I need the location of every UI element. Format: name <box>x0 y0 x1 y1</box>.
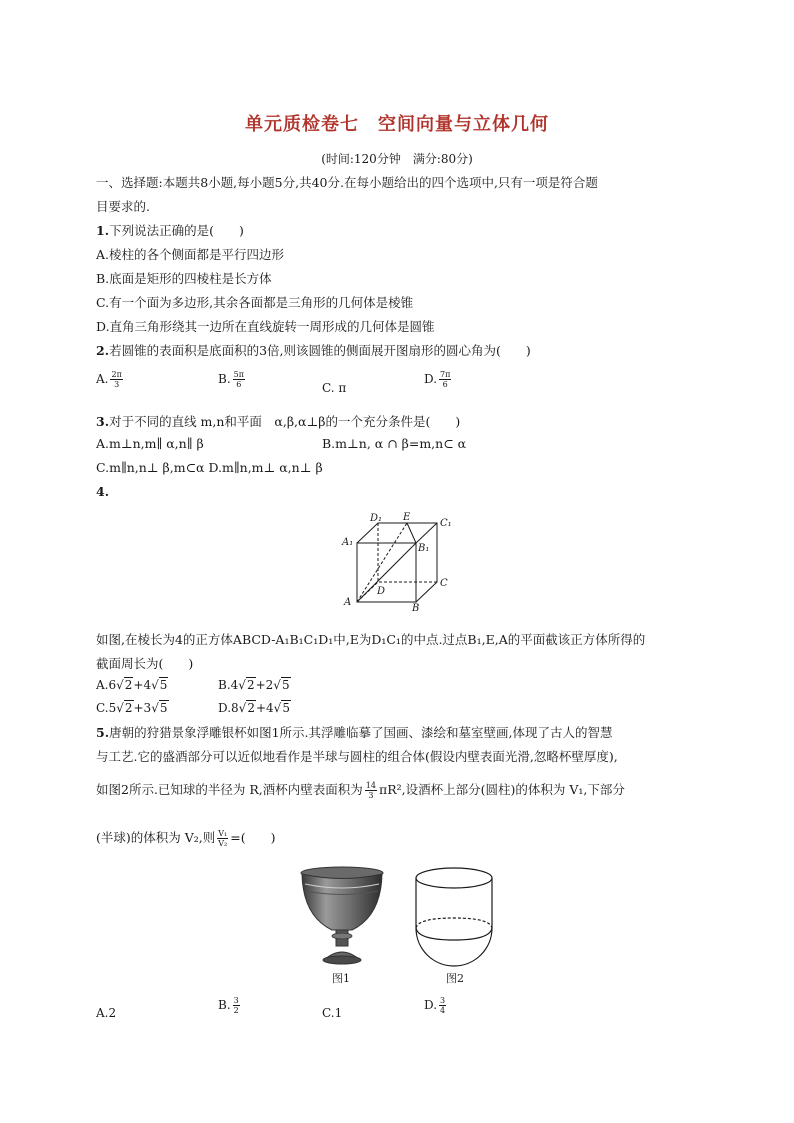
q4-option-c: C.5√2+3√5 <box>96 701 168 715</box>
fraction: $\frac{14}{3}$ <box>365 781 376 800</box>
q2-option-d: D. $\frac{7\pi}{6}$ <box>424 370 451 389</box>
question-number: 3. <box>96 414 110 429</box>
label-e: E <box>403 512 411 523</box>
q4-stem-line2: 截面周长为( ) <box>96 656 194 671</box>
q2-option-b: B. $\frac{5\pi}{6}$ <box>218 370 244 389</box>
label-c1: C₁ <box>440 518 452 529</box>
q1-option-c: C.有一个面为多边形,其余各面都是三角形的几何体是棱锥 <box>96 295 414 310</box>
fraction: $\frac{3}{2}$ <box>233 996 239 1015</box>
q3-option-cd: C.m∥n,n⊥ β,m⊂α D.m∥n,m⊥ α,n⊥ β <box>96 460 323 475</box>
edge-b1c1 <box>416 523 437 543</box>
label-b1: B₁ <box>418 543 430 554</box>
q2-option-a: A. $\frac{2\pi}{3}$ <box>96 370 122 389</box>
label-d1: D₁ <box>370 513 383 524</box>
question-5 <box>96 723 612 741</box>
q5-option-c: C.1 <box>322 1006 343 1020</box>
label-c: C <box>440 578 448 589</box>
section-line-eb1 <box>407 523 416 543</box>
question-stem: 若圆锥的表面积是底面积的3倍,则该圆锥的侧面展开图扇形的圆心角为( ) <box>109 343 531 358</box>
hidden-edges <box>357 582 437 602</box>
question-number: 2. <box>96 343 110 358</box>
section-line-ab1 <box>357 543 416 602</box>
q1-option-b: B.底面是矩形的四棱柱是长方体 <box>96 271 272 286</box>
question-3 <box>96 412 460 430</box>
q3-option-b: B.m⊥n, α ∩ β=m,n⊂ α <box>322 436 467 451</box>
label-b: B <box>412 603 420 612</box>
question-number: 1. <box>96 223 110 238</box>
question-stem: 下列说法正确的是( ) <box>109 223 244 238</box>
q5-line2: 与工艺.它的盛酒部分可以近似地看作是半球与圆柱的组合体(假设内壁表面光滑,忽略杯壁厚度), <box>96 749 618 764</box>
question-1 <box>96 221 244 239</box>
question-4-number: 4. <box>96 484 110 499</box>
q5-line3: 如图2所示.已知球的半径为 R,酒杯内壁表面积为 $\frac{14}{3}$ πR²,设酒杯上部分(圆柱)的体积为 V₁,下部分 <box>96 781 625 800</box>
fraction: $\frac{3}{4}$ <box>440 996 446 1015</box>
q2-option-c: C. π <box>322 381 347 395</box>
silver-cup-image <box>296 864 388 968</box>
q5-option-d: D. $\frac{3}{4}$ <box>424 996 446 1015</box>
q1-option-d: D.直角三角形绕其一边所在直线旋转一周形成的几何体是圆锥 <box>96 319 435 334</box>
q5-option-b: B. $\frac{3}{2}$ <box>218 996 239 1015</box>
fraction: $\frac{\text{V₁}}{\text{V₂}}$ <box>218 829 228 848</box>
question-stem: 对于不同的直线 m,n和平面 α,β,α⊥β的一个充分条件是( ) <box>109 414 461 429</box>
q5-line1: 唐朝的狩猎景象浮雕银杯如图1所示.其浮雕临摹了国画、漆绘和墓室壁画,体现了古人的智慧 <box>109 725 613 740</box>
question-number: 5. <box>96 725 110 740</box>
label-d: D <box>377 586 386 597</box>
question-2 <box>96 341 531 359</box>
cube-diagram <box>336 510 456 612</box>
q3-option-a: A.m⊥n,m∥ α,n∥ β <box>96 436 204 451</box>
exam-info: (时间:120分钟 满分:80分) <box>321 152 473 166</box>
section-heading-line1: 一、选择题:本题共8小题,每小题5分,共40分.在每小题给出的四个选项中,只有一项是符合题 <box>96 175 598 190</box>
q1-option-a: A.棱柱的各个侧面都是平行四边形 <box>96 247 285 262</box>
figure-2-caption: 图2 <box>446 972 464 985</box>
q4-option-a: A.6√2+4√5 <box>96 678 168 692</box>
fraction: $\frac{2\pi}{3}$ <box>111 370 122 389</box>
section-heading-line2: 目要求的. <box>96 199 150 214</box>
q4-option-b: B.4√2+2√5 <box>218 678 290 692</box>
cylinder-hemisphere-diagram <box>412 864 498 970</box>
q4-stem-line1: 如图,在棱长为4的正方体ABCD-A₁B₁C₁D₁中,E为D₁C₁的中点.过点B₁,E,A的平面截该正方体所得的 <box>96 632 646 647</box>
q4-option-d: D.8√2+4√5 <box>218 701 290 715</box>
figure-1-caption: 图1 <box>332 972 350 985</box>
q5-option-a: A.2 <box>96 1006 117 1020</box>
fraction: $\frac{5\pi}{6}$ <box>233 370 244 389</box>
label-a1: A₁ <box>342 537 354 548</box>
page-title: 单元质检卷七 空间向量与立体几何 <box>245 114 549 135</box>
q5-line4: (半球)的体积为 V₂,则 $\frac{\text{V₁}}{\text{V₂}}$ =( ) <box>96 829 276 848</box>
fraction: $\frac{7\pi}{6}$ <box>440 370 451 389</box>
label-a: A <box>344 597 352 608</box>
